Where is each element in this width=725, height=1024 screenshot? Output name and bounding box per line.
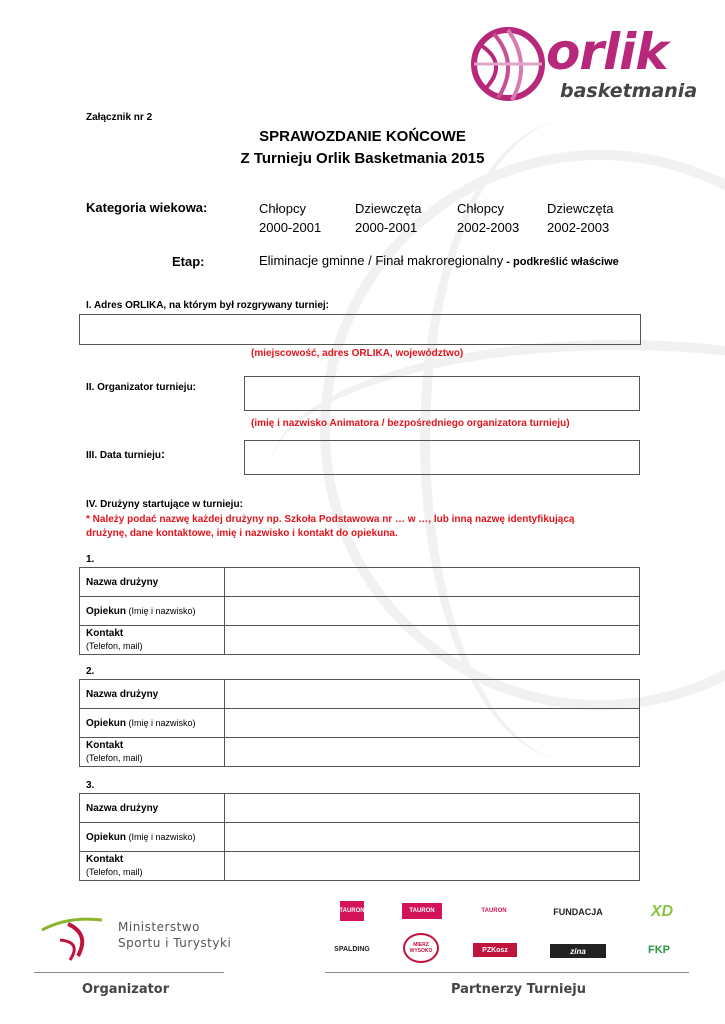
address-field[interactable]: [79, 314, 641, 345]
team-contact-field[interactable]: [225, 626, 640, 655]
stage-value[interactable]: Eliminacje gminne / Finał makroregionalny - podkreślić właściwe: [259, 253, 619, 268]
teams-note-line1: * Należy podać nazwę każdej drużyny np. Szkoła Podstawowa nr … w …, lub inną nazwę identyfikującą: [86, 514, 575, 525]
address-hint: (miejscowość, adres ORLIKA, województwo): [251, 348, 464, 359]
team-guardian-field[interactable]: [225, 709, 640, 738]
page-title: SPRAWOZDANIE KOŃCOWE: [259, 128, 466, 145]
sponsor-logo: TAURON: [474, 905, 514, 917]
team-table: Nazwa drużyny Opiekun (Imię i nazwisko) Kontakt (Telefon, mail): [79, 567, 640, 655]
team-guardian-field[interactable]: [225, 823, 640, 852]
organizer-divider: [34, 972, 224, 973]
category-label: Kategoria wiekowa:: [86, 200, 208, 215]
team-number: 3.: [86, 780, 95, 791]
section-organizer-label: II. Organizator turnieju:: [86, 382, 197, 393]
stage-label: Etap:: [172, 254, 205, 269]
team-guardian-field[interactable]: [225, 597, 640, 626]
team-contact-field[interactable]: [225, 852, 640, 881]
teams-note-line2: drużynę, dane kontaktowe, imię i nazwisko i kontakt do opiekuna.: [86, 528, 398, 539]
section-address-label: I. Adres ORLIKA, na którym był rozgrywany turniej:: [86, 300, 330, 311]
sponsor-logo: PZKosz: [473, 943, 517, 957]
organizer-hint: (imię i nazwisko Animatora / bezpośredniego organizatora turnieju): [251, 418, 570, 429]
partners-label: Partnerzy Turnieju: [451, 982, 586, 997]
category-option[interactable]: Dziewczęta 2002-2003: [547, 201, 614, 235]
sponsor-logo: zina: [550, 944, 606, 958]
ministry-line2: Sportu i Turystyki: [118, 936, 232, 950]
team-name-field[interactable]: [225, 794, 640, 823]
team-table: Nazwa drużyny Opiekun (Imię i nazwisko) Kontakt (Telefon, mail): [79, 793, 640, 881]
ministry-logo: [38, 912, 232, 962]
category-option[interactable]: Chłopcy 2002-2003: [457, 201, 520, 235]
ministry-line1: Ministerstwo: [118, 920, 201, 934]
sponsor-logo: TAURON: [340, 901, 364, 921]
team-number: 2.: [86, 666, 95, 677]
sponsor-logo: SPALDING: [330, 940, 374, 958]
page-subtitle: Z Turnieju Orlik Basketmania 2015: [240, 150, 485, 167]
team-contact-field[interactable]: [225, 738, 640, 767]
team-name-field[interactable]: [225, 680, 640, 709]
sponsor-logo: MIERZ WYSOKO: [403, 933, 439, 963]
section-teams-label: IV. Drużyny startujące w turnieju:: [86, 499, 243, 510]
sponsor-logo: XD: [643, 900, 681, 924]
category-option[interactable]: Dziewczęta 2000-2001: [355, 201, 422, 235]
organizer-field[interactable]: [244, 376, 640, 411]
basketball-logo-icon: [468, 24, 548, 104]
date-field[interactable]: [244, 440, 640, 475]
logo-subtitle: basketmania: [560, 80, 698, 102]
organizer-label: Organizator: [82, 982, 170, 997]
orlik-basketmania-logo: [468, 22, 698, 108]
category-option[interactable]: Chłopcy 2000-2001: [259, 201, 322, 235]
sponsor-logo: FKP: [637, 941, 681, 959]
partners-divider: [325, 972, 689, 973]
attachment-label: Załącznik nr 2: [86, 112, 153, 123]
sponsor-logo: TAURON: [402, 903, 442, 919]
team-number: 1.: [86, 554, 95, 565]
team-table: Nazwa drużyny Opiekun (Imię i nazwisko) Kontakt (Telefon, mail): [79, 679, 640, 767]
ministry-swoosh-icon: [38, 912, 108, 962]
team-name-field[interactable]: [225, 568, 640, 597]
section-date-label: III. Data turnieju:: [86, 447, 166, 461]
logo-word: orlik: [546, 23, 668, 81]
sponsor-logo: FUNDACJA: [545, 905, 611, 919]
